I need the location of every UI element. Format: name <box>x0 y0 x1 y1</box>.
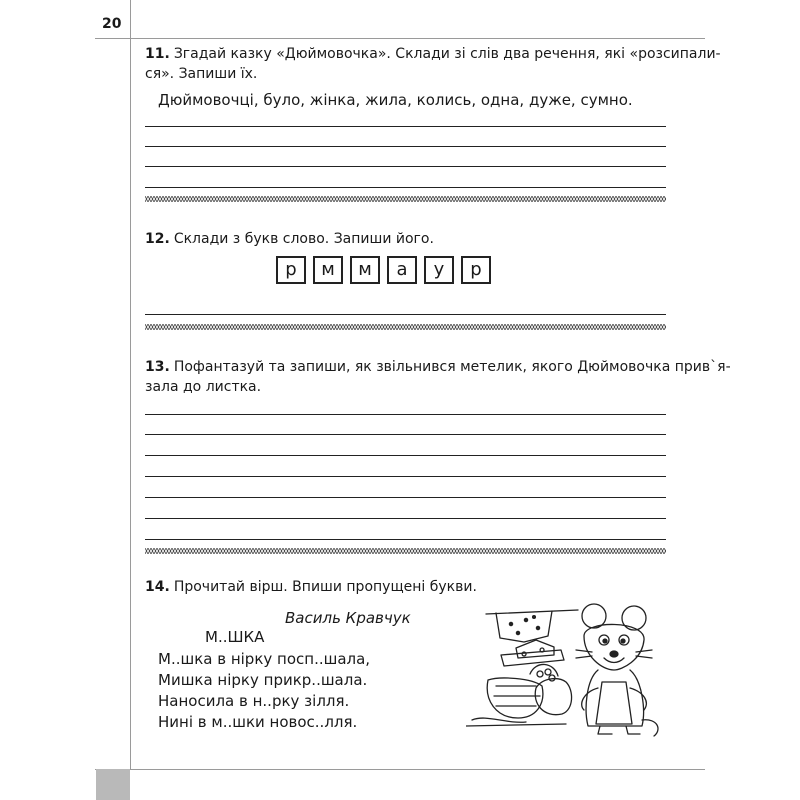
poem-author: Василь Кравчук <box>285 609 411 627</box>
writing-line[interactable] <box>145 126 666 127</box>
letter-boxes <box>276 256 491 284</box>
poem-line: Нині в м..шки новос..лля. <box>158 713 358 731</box>
task-13-line2: зала до листка. <box>145 379 262 395</box>
margin-line <box>130 0 131 770</box>
task-11-words: Дюймовочці, було, жінка, жила, колись, одна, дуже, сумно. <box>158 91 633 109</box>
letter-box: у <box>424 256 454 284</box>
task-12-number: 12. <box>145 231 170 247</box>
letter-box: р <box>461 256 491 284</box>
task-12-instruction: Склади з букв слово. Запиши його. <box>173 231 434 247</box>
writing-line[interactable] <box>145 434 666 435</box>
footer-line <box>95 769 705 770</box>
task-13-number: 13. <box>145 359 170 375</box>
corner-box <box>96 769 130 800</box>
zigzag-divider <box>145 196 666 202</box>
header-line <box>95 38 705 39</box>
writing-line[interactable] <box>145 146 666 147</box>
task-14-instruction: Прочитай вірш. Впиши пропущені букви. <box>173 579 477 595</box>
writing-line[interactable] <box>145 476 666 477</box>
writing-line[interactable] <box>145 166 666 167</box>
page-margin <box>95 0 131 800</box>
zigzag-divider <box>145 548 666 554</box>
task-11-line1: Згадай казку «Дюймовочка». Склади зі слів два речення, які «розсипали- <box>173 46 721 62</box>
task-12-text <box>145 229 434 249</box>
task-11-line2: ся». Запиши їх. <box>145 66 258 82</box>
page-number: 20 <box>102 16 122 32</box>
writing-line[interactable] <box>145 455 666 456</box>
writing-line[interactable] <box>145 539 666 540</box>
task-14-text <box>145 577 477 597</box>
task-13-text <box>145 357 731 397</box>
zigzag-divider <box>145 324 666 330</box>
writing-line[interactable] <box>145 518 666 519</box>
poem-line: Мишка нірку прикр..шала. <box>158 671 368 689</box>
writing-line[interactable] <box>145 314 666 315</box>
task-13-line1: Пофантазуй та запиши, як звільнився метелик, якого Дюймовочка прив`я- <box>173 359 731 375</box>
poem-title: М..ШКА <box>205 628 265 646</box>
letter-box: м <box>313 256 343 284</box>
task-11-number: 11. <box>145 46 170 62</box>
writing-line[interactable] <box>145 497 666 498</box>
letter-box: м <box>350 256 380 284</box>
mouse-illustration <box>466 600 666 740</box>
letter-box: а <box>387 256 417 284</box>
poem <box>158 649 370 733</box>
writing-line[interactable] <box>145 414 666 415</box>
writing-line[interactable] <box>145 187 666 188</box>
letter-box: р <box>276 256 306 284</box>
poem-line: М..шка в нірку посп..шала, <box>158 650 371 668</box>
task-11-text <box>145 44 721 84</box>
task-14-number: 14. <box>145 579 170 595</box>
poem-line: Наносила в н..рку зілля. <box>158 692 350 710</box>
